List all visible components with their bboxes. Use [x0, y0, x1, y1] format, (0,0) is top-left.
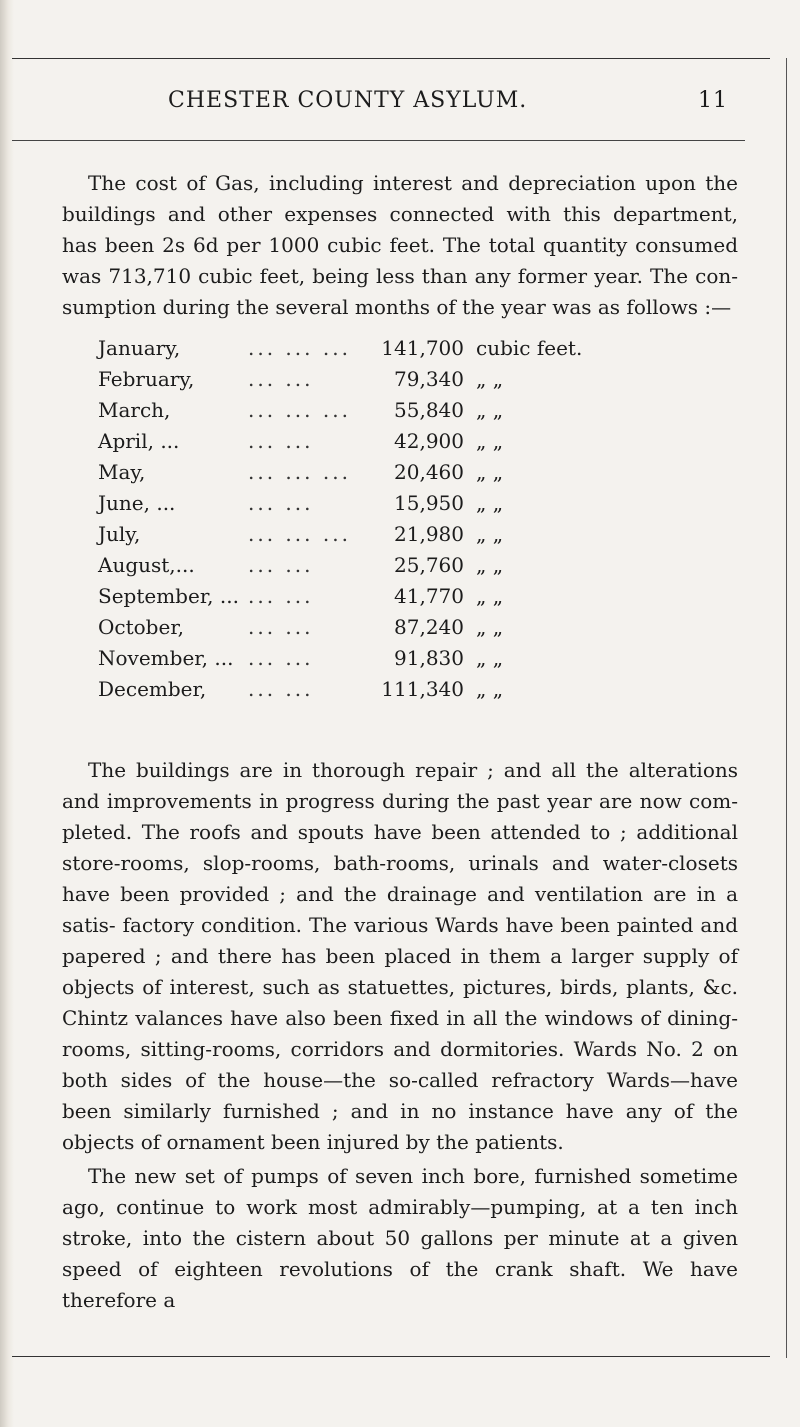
month-label: November, ... [98, 646, 234, 670]
table-row [98, 522, 738, 553]
leader-dots: ... ... ... [248, 398, 351, 422]
unit-label: „ „ [476, 367, 504, 391]
table-row [98, 584, 738, 615]
month-label: October, [98, 615, 185, 639]
leader-dots: ... ... [248, 646, 314, 670]
leader-dots: ... ... ... [248, 460, 351, 484]
month-label: August,... [98, 553, 195, 577]
unit-label: „ „ [476, 398, 504, 422]
leader-dots: ... ... [248, 429, 314, 453]
month-label: September, ... [98, 584, 239, 608]
header-title: CHESTER COUNTY ASYLUM. [168, 88, 528, 113]
table-row [98, 460, 738, 491]
table-row [98, 491, 738, 522]
month-label: January, [98, 336, 181, 360]
amount-value: 91,830 [394, 646, 464, 670]
table-row [98, 336, 738, 367]
month-label: February, [98, 367, 195, 391]
leader-dots: ... ... ... [248, 522, 351, 546]
table-row [98, 398, 738, 429]
amount-value: 79,340 [394, 367, 464, 391]
gas-consumption-table [98, 336, 738, 708]
amount-value: 20,460 [394, 460, 464, 484]
header-rule [12, 140, 745, 141]
amount-value: 41,770 [394, 584, 464, 608]
amount-value: 87,240 [394, 615, 464, 639]
binding-edge [0, 0, 14, 1427]
table-row [98, 646, 738, 677]
amount-value: 25,760 [394, 553, 464, 577]
unit-label: „ „ [476, 553, 504, 577]
amount-value: 21,980 [394, 522, 464, 546]
amount-value: 141,700 [381, 336, 464, 360]
leader-dots: ... ... [248, 677, 314, 701]
amount-value: 42,900 [394, 429, 464, 453]
month-label: March, [98, 398, 171, 422]
unit-label: „ „ [476, 522, 504, 546]
table-row [98, 429, 738, 460]
month-label: December, [98, 677, 207, 701]
paragraph-pumps: The new set of pumps of seven inch bore, furnished sometime ago, continue to work most admirably—pumping, at a ten inch stroke, into the cistern about 50 gallons per minute at a given speed of eighteen revolutions of the crank shaft. We have therefore a [62, 1164, 738, 1312]
page-number: 11 [698, 88, 728, 113]
amount-value: 111,340 [381, 677, 464, 701]
bottom-rule [12, 1356, 770, 1357]
table-row [98, 677, 738, 708]
paragraph-gas-cost: The cost of Gas, including interest and depreciation upon the buildings and other expenses connected with this department, has been 2s 6d per 1000 cubic feet. The total quantity consumed was 713,710 cubic feet, being less than any former year. The con- sumption during the several months of the year was as follows :— [62, 171, 738, 319]
month-label: July, [98, 522, 141, 546]
unit-label: cubic feet. [476, 336, 583, 360]
unit-label: „ „ [476, 677, 504, 701]
top-rule [12, 58, 770, 59]
leader-dots: ... ... [248, 615, 314, 639]
paragraph-buildings-repair: The buildings are in thorough repair ; and all the alterations and improvements in progress during the past year are now com- pleted. The roofs and spouts have been attended to ; additional store-rooms, slop-rooms, bath-rooms, urinals and water-closets have been provided ; and the drainage and ventilation are in a satis- factory condition. The various Wards have been painted and papered ; and there has been placed in them a larger supply of objects of interest, such as statuettes, pictures, birds, plants, &c. Chintz valances have also been fixed in all the windows of dining- rooms, sitting-rooms, corridors and dormitories. Wards No. 2 on both sides of the house—the so-called refractory Wards—have been similarly furnished ; and in no instance have any of the objects of ornament been injured by the patients. [62, 758, 738, 1154]
unit-label: „ „ [476, 460, 504, 484]
table-row [98, 553, 738, 584]
unit-label: „ „ [476, 584, 504, 608]
leader-dots: ... ... [248, 553, 314, 577]
leader-dots: ... ... [248, 584, 314, 608]
month-label: June, ... [98, 491, 176, 515]
unit-label: „ „ [476, 646, 504, 670]
amount-value: 55,840 [394, 398, 464, 422]
leader-dots: ... ... [248, 367, 314, 391]
unit-label: „ „ [476, 491, 504, 515]
amount-value: 15,950 [394, 491, 464, 515]
month-label: May, [98, 460, 146, 484]
leader-dots: ... ... [248, 491, 314, 515]
table-row [98, 367, 738, 398]
unit-label: „ „ [476, 429, 504, 453]
table-row [98, 615, 738, 646]
leader-dots: ... ... ... [248, 336, 351, 360]
right-rule [786, 58, 787, 1358]
unit-label: „ „ [476, 615, 504, 639]
month-label: April, ... [98, 429, 180, 453]
